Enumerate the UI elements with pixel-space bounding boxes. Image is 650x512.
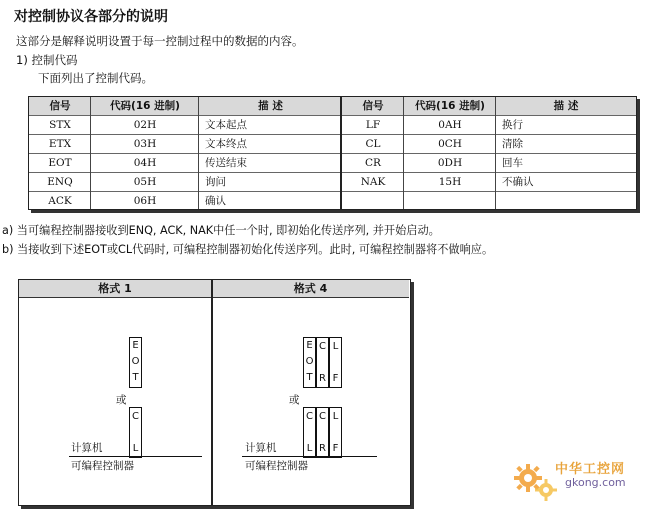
signal-cell: ENQ [47,176,73,188]
or-label: 或 [289,394,300,406]
code-cell: 0DH [437,157,463,169]
site-logo [510,452,645,507]
format-diagram [18,279,411,506]
section-heading: 1) 控制代码 [16,53,78,67]
code-cell: 0AH [438,119,462,131]
cr-code-box [316,407,329,458]
column-divider [211,280,213,505]
code-char: E [132,340,139,351]
code-char: L [332,411,339,422]
or-label: 或 [116,394,127,406]
code-char: F [332,443,339,454]
code-char: L [306,443,313,454]
code-char: E [306,340,313,351]
page-title: 对控制协议各部分的说明 [14,9,168,25]
lf-code-box [329,337,342,388]
logo-text: 中华工控网 [555,462,626,477]
description-cell: 传送结束 [205,157,247,169]
description-cell: 确认 [205,195,226,207]
code-cell: 02H [133,119,157,131]
signal-cell: LF [365,119,381,131]
code-cell: 03H [133,138,157,150]
note-a: a) 当可编程控制器接收到ENQ, ACK, NAK中任一个时, 即初始化传送序列, 并开始启动。 [2,224,440,237]
control-code-table [28,96,637,210]
description-cell: 清除 [502,138,523,150]
code-char: O [305,356,314,367]
note-b: b) 当接收到下述EOT或CL代码时, 可编程控制器初始化传送序列。此时, 可编程控制器将不做响应。 [2,243,494,256]
computer-label: 计算机 [71,442,103,454]
gear-icon [510,456,558,504]
eot-code-box [129,337,142,388]
format1-header: 格式 1 [19,280,211,298]
code-cell: 06H [133,195,157,207]
code-char: L [132,443,139,454]
eot-code-box [303,337,316,388]
signal-cell: EOT [48,157,72,169]
signal-cell: ETX [48,138,72,150]
code-char: C [319,411,326,422]
header-description: 描 述 [258,100,283,112]
code-cell: 04H [133,157,157,169]
code-cell: 05H [133,176,157,188]
description-cell: 不确认 [502,176,534,188]
description-cell: 文本起点 [205,119,247,131]
signal-cell: NAK [360,176,386,188]
cr-code-box [316,337,329,388]
signal-cell: STX [49,119,71,131]
plc-label: 可编程控制器 [71,460,134,472]
code-char: R [319,443,326,454]
section-description: 下面列出了控制代码。 [38,71,153,85]
code-char: C [132,411,139,422]
code-cell: 0CH [438,138,462,150]
divider-line [242,456,377,457]
header-code: 代码(16 进制) [110,100,180,112]
code-char: T [306,372,313,383]
signal-cell: CL [365,138,381,150]
header-signal: 信号 [49,100,71,112]
code-char: O [131,356,140,367]
lf-code-box [329,407,342,458]
computer-label: 计算机 [245,442,277,454]
code-char: T [132,372,139,383]
divider-line [69,456,202,457]
code-char: C [306,411,313,422]
signal-cell: CR [365,157,381,169]
cl-code-box [303,407,316,458]
signal-cell: ACK [48,195,72,207]
code-char: L [332,341,339,352]
logo-url: gkong.com [565,476,626,489]
description-cell: 换行 [502,119,523,131]
description-cell: 询问 [205,176,226,188]
intro-text: 这部分是解释说明设置于每一控制过程中的数据的内容。 [16,34,304,48]
cl-code-box [129,407,142,458]
plc-label: 可编程控制器 [245,460,308,472]
code-char: F [332,373,339,384]
description-cell: 文本终点 [205,138,247,150]
code-cell: 15H [438,176,462,188]
code-char: C [319,341,326,352]
description-cell: 回车 [502,157,523,169]
header-description: 描 述 [553,100,579,112]
code-char: R [319,373,326,384]
header-code: 代码(16 进制) [415,100,485,112]
format4-header: 格式 4 [212,280,409,298]
header-signal: 信号 [362,100,384,112]
